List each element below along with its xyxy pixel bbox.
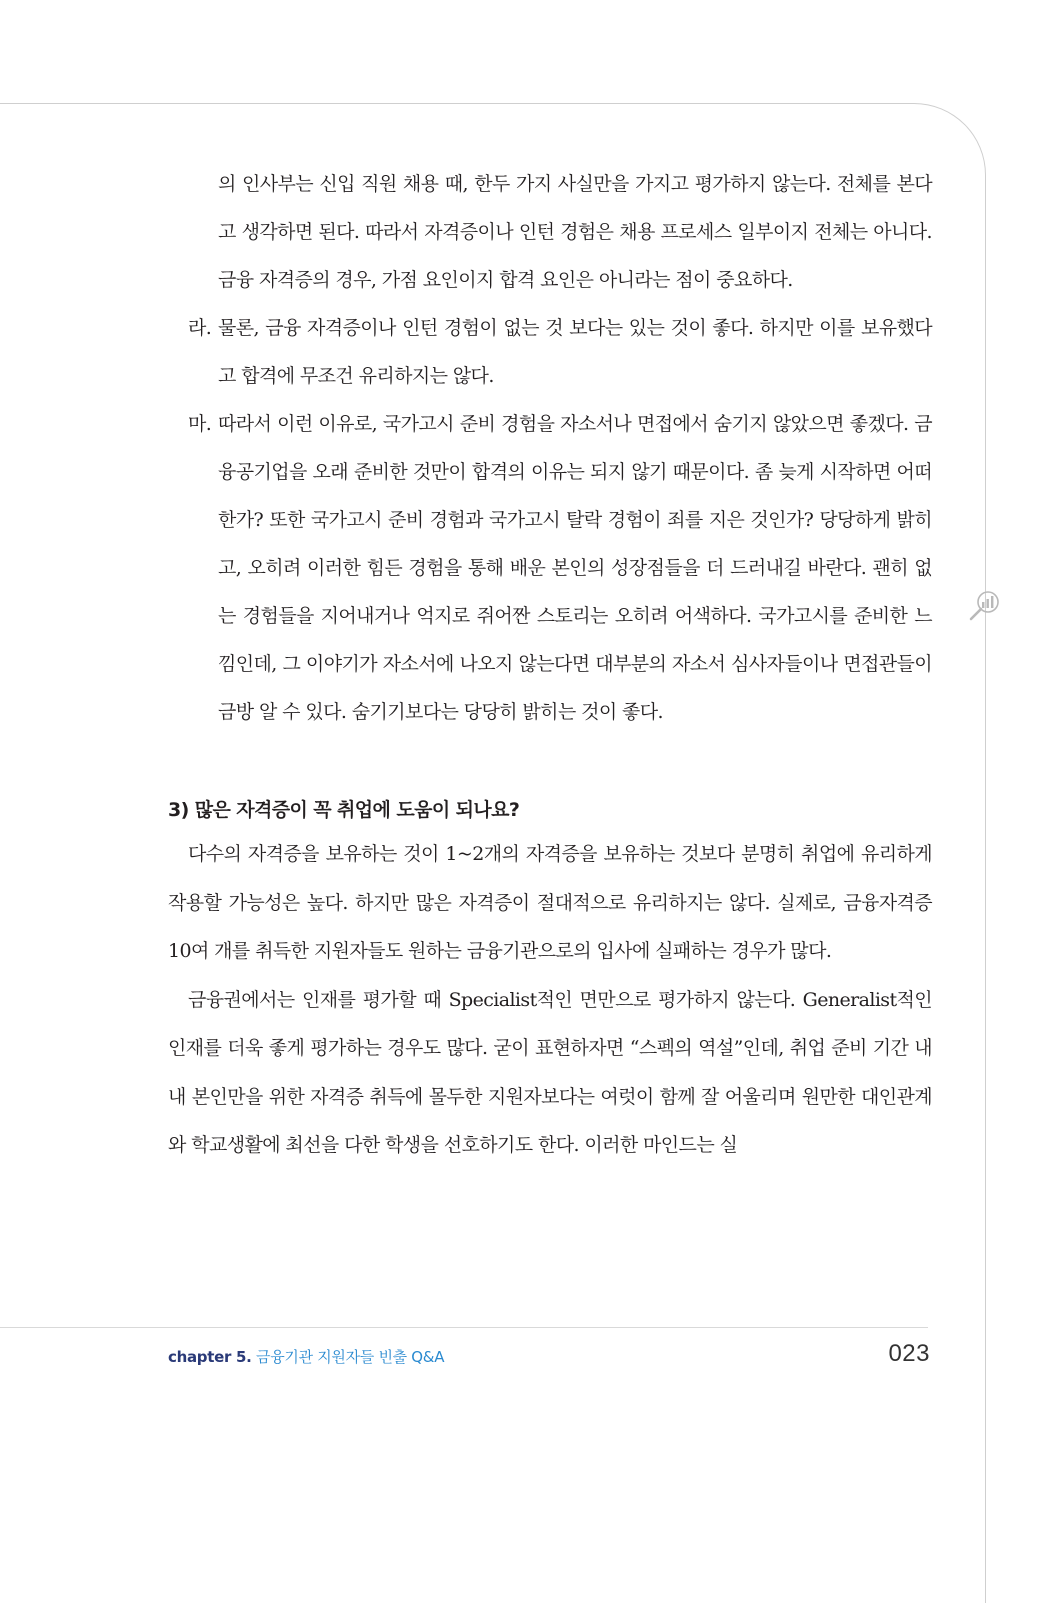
- footer-divider: [0, 1327, 928, 1328]
- chapter-number: chapter 5.: [168, 1348, 252, 1366]
- magnifier-chart-icon: [968, 588, 1002, 622]
- list-item-text: 의 인사부는 신입 직원 채용 때, 한두 가지 사실만을 가지고 평가하지 않는다. 전체를 본다고 생각하면 된다. 따라서 자격증이나 인턴 경험은 채용 프로세스 일부이지 전체는 아니다. 금융 자격증의 경우, 가점 요인이지 합격 요인은 아니라는 점이 중요하다.: [218, 173, 932, 291]
- list-item-text: 물론, 금융 자격증이나 인턴 경험이 없는 것 보다는 있는 것이 좋다. 하지만 이를 보유했다고 합격에 무조건 유리하지는 않다.: [218, 317, 932, 387]
- section-heading: 3) 많은 자격증이 꼭 취업에 도움이 되나요?: [168, 799, 520, 821]
- body-paragraph: 금융권에서는 인재를 평가할 때 Specialist적인 면만으로 평가하지 않는다. Generalist적인 인재를 더욱 좋게 평가하는 경우도 많다. 굳이 표현하자면 “스펙의 역설”인데, 취업 준비 기간 내내 본인만을 위한 자격증 취득에 몰두한 지원자보다는 여럿이 함께 잘 어울리며 원만한 대인관계와 학교생활에 최선을 다한 학생을 선호하기도 한다. 이러한 마인드는 실: [168, 988, 932, 1156]
- list-item: [168, 400, 932, 736]
- list-marker: 라.: [188, 317, 212, 339]
- list-item: [168, 304, 932, 400]
- list-item: [168, 160, 932, 304]
- list-marker: 마.: [188, 413, 212, 435]
- chapter-title: 금융기관 지원자들 빈출 Q&A: [256, 1348, 445, 1366]
- page-number: 023: [888, 1340, 930, 1367]
- page-footer: [168, 1342, 932, 1372]
- page-content: [168, 160, 932, 1170]
- chapter-label: [168, 1346, 444, 1367]
- list-item-text: 따라서 이런 이유로, 국가고시 준비 경험을 자소서나 면접에서 숨기지 않았으면 좋겠다. 금융공기업을 오래 준비한 것만이 합격의 이유는 되지 않기 때문이다. 좀 늦게 시작하면 어떠한가? 또한 국가고시 준비 경험과 국가고시 탈락 경험이 죄를 지은 것인가? 당당하게 밝히고, 오히려 이러한 힘든 경험을 통해 배운 본인의 성장점들을 더 드러내길 바란다. 괜히 없는 경험들을 지어내거나 억지로 쥐어짠 스토리는 오히려 어색하다. 국가고시를 준비한 느낌인데, 그 이야기가 자소서에 나오지 않는다면 대부분의 자소서 심사자들이나 면접관들이 금방 알 수 있다. 숨기기보다는 당당히 밝히는 것이 좋다.: [218, 413, 932, 723]
- body-paragraph: 다수의 자격증을 보유하는 것이 1~2개의 자격증을 보유하는 것보다 분명히 취업에 유리하게 작용할 가능성은 높다. 하지만 많은 자격증이 절대적으로 유리하지는 않다. 실제로, 금융자격증 10여 개를 취득한 지원자들도 원하는 금융기관으로의 입사에 실패하는 경우가 많다.: [168, 843, 932, 962]
